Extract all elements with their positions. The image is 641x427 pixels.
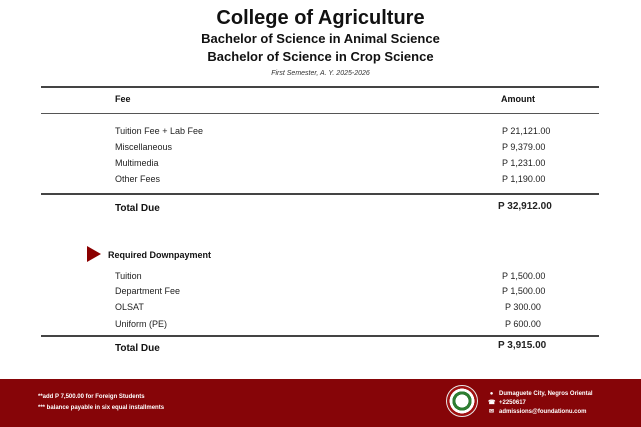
fee-label: Miscellaneous	[115, 142, 173, 152]
downpayment-amount: P 300.00	[505, 302, 541, 312]
contact-location	[488, 391, 593, 397]
downpayment-amount: P 1,500.00	[502, 286, 546, 296]
university-seal-logo	[446, 385, 478, 417]
downpayment-label: Uniform (PE)	[115, 319, 168, 329]
program-animal-science: Bachelor of Science in Animal Science	[201, 31, 440, 46]
location-pin-icon: ●	[489, 391, 494, 397]
contact-phone	[488, 399, 526, 406]
fee-amount: P 21,121.00	[502, 126, 551, 136]
divider	[41, 86, 599, 88]
column-header-amount: Amount	[501, 94, 535, 104]
arrow-right-icon	[87, 246, 101, 262]
program-crop-science: Bachelor of Science in Crop Science	[207, 49, 434, 64]
email-icon: ✉	[488, 409, 495, 415]
fee-amount: P 9,379.00	[502, 142, 546, 152]
total-due-amount: P 32,912.00	[498, 201, 552, 212]
downpayment-heading: Required Downpayment	[108, 250, 212, 260]
page-title: College of Agriculture	[216, 7, 425, 29]
email-text[interactable]: admissions@foundationu.com	[499, 409, 587, 415]
downpayment-label: Tuition	[115, 271, 142, 281]
phone-icon: ☎	[488, 400, 496, 406]
fee-amount: P 1,190.00	[502, 174, 546, 184]
downpayment-amount: P 1,500.00	[502, 271, 546, 281]
total-due-label: Total Due	[115, 343, 160, 354]
installment-note: *** balance payable in six equal installments	[38, 405, 165, 411]
divider	[41, 335, 599, 337]
footer	[0, 379, 641, 427]
fee-amount: P 1,231.00	[502, 158, 546, 168]
total-due-label: Total Due	[115, 203, 160, 214]
foreign-student-note: **add P 7,500.00 for Foreign Students	[38, 394, 145, 400]
downpayment-label: OLSAT	[115, 302, 144, 312]
divider	[41, 193, 599, 195]
contact-email[interactable]	[488, 408, 587, 415]
fee-label: Multimedia	[115, 158, 159, 168]
location-text: Dumaguete City, Negros Oriental	[499, 391, 593, 397]
column-header-fee: Fee	[115, 94, 131, 104]
total-due-amount: P 3,915.00	[498, 340, 547, 351]
fee-label: Tuition Fee + Lab Fee	[115, 126, 203, 136]
phone-text: +2250617	[499, 400, 526, 406]
academic-term: First Semester, A. Y. 2025-2026	[271, 70, 370, 77]
divider	[41, 113, 599, 114]
downpayment-amount: P 600.00	[505, 319, 541, 329]
downpayment-label: Department Fee	[115, 286, 181, 296]
fee-label: Other Fees	[115, 174, 161, 184]
